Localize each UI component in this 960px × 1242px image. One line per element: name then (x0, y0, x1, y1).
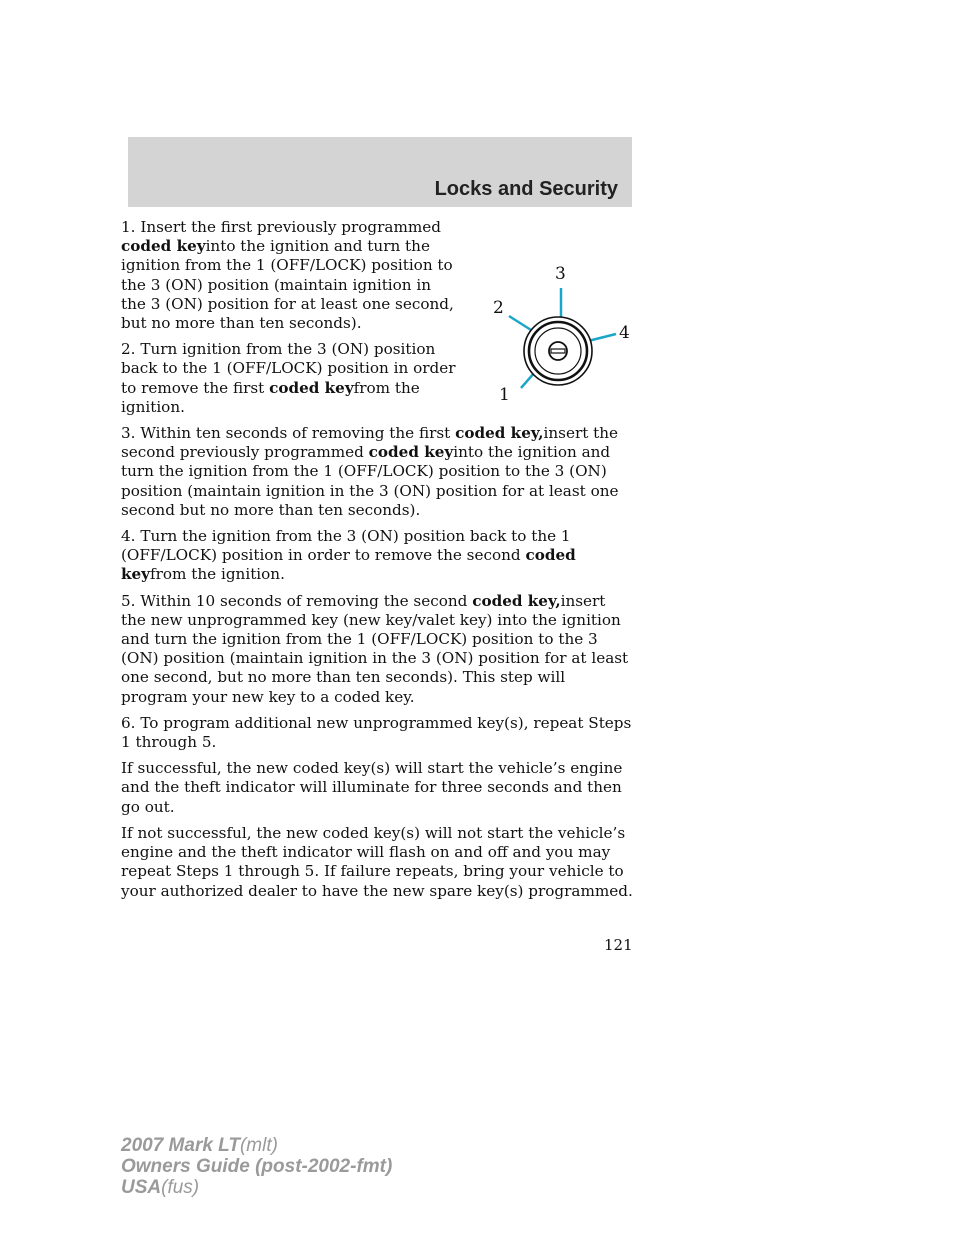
position-label-2: 2 (493, 298, 504, 318)
step-4-text: 4. Turn the ignition from the 3 (ON) position back to the 1 (OFF/LOCK) position in order to remove the second (121, 527, 571, 565)
step-3-text: 3. Within ten seconds of removing the first (121, 424, 456, 443)
step-3-emphasis-2: coded key (368, 443, 454, 462)
section-title: Locks and Security (434, 178, 618, 200)
step-2-emphasis: coded key (269, 378, 354, 397)
page-content (121, 218, 633, 908)
step-4-text-end: from the ignition. (150, 565, 285, 584)
footer-market-code: (fus) (161, 1177, 200, 1198)
step-1-text-end: into the ignition and turn the ignition from the 1 (OFF/LOCK) position to the 3 (ON) position (maintain ignition in the 3 (ON) position for at least one second, but no more than ten seconds). (121, 237, 454, 333)
step-5 (121, 592, 633, 707)
step-2-text-end: from the ignition. (121, 378, 420, 416)
page-number: 121 (604, 936, 633, 954)
step-6: 6. To program additional new unprogrammed key(s), repeat Steps 1 through 5. (121, 713, 632, 752)
footer-market: USA (121, 1177, 162, 1198)
ignition-positions-diagram (471, 254, 631, 402)
step-3-text-mid: insert the second previously programmed (121, 424, 619, 462)
step-1-emphasis: coded key (121, 237, 206, 256)
footer-line-1 (121, 1135, 392, 1156)
ignition-cylinder-icon (524, 317, 592, 385)
position-label-4: 4 (619, 323, 630, 343)
step-1-text: 1. Insert the first previously programmed (121, 218, 441, 236)
position-4-leader (588, 334, 616, 341)
position-label-1: 1 (499, 385, 510, 402)
position-2-leader (509, 316, 531, 330)
footer-line-2: Owners Guide (post-2002-fmt) (121, 1156, 393, 1177)
step-3-text-end: into the ignition and turn the ignition from the 1 (OFF/LOCK) position to the 3 (ON) position (maintain ignition in the 3 (ON) position for at least one second but no more than ten seconds). (121, 443, 619, 519)
step-4-emphasis: coded key (121, 546, 576, 584)
position-label-3: 3 (555, 264, 566, 284)
step-5-text-end: insert the new unprogrammed key (new key/valet key) into the ignition and turn the ignition from the 1 (OFF/LOCK) position to the 3 (ON) position (maintain ignition in the 3 (ON) position for at least one second, but no more than ten seconds). This step will program your new key to a coded key. (121, 591, 629, 706)
step-3 (121, 424, 633, 520)
success-paragraph: If successful, the new coded key(s) will start the vehicle’s engine and the theft indicator will illuminate for three seconds and then go out. (121, 759, 623, 816)
failure-paragraph: If not successful, the new coded key(s) will not start the vehicle’s engine and the theft indicator will flash on and off and you may repeat Steps 1 through 5. If failure repeats, bring your vehicle to your authorized dealer to have the new spare key(s) programmed. (121, 823, 633, 900)
footer-model: 2007 Mark LT (121, 1135, 240, 1156)
step-3-emphasis: coded key, (455, 424, 544, 443)
step-5-text: 5. Within 10 seconds of removing the second (121, 591, 473, 610)
footer-line-3 (121, 1177, 392, 1198)
step-2-text: 2. Turn ignition from the 3 (ON) position back to the 1 (OFF/LOCK) position in order to remove the first (121, 340, 456, 397)
footer-model-code: (mlt) (239, 1135, 278, 1156)
document-footer (121, 1135, 392, 1198)
step-4 (121, 527, 633, 585)
section-header-band (128, 137, 632, 207)
step-5-emphasis: coded key, (472, 591, 561, 610)
